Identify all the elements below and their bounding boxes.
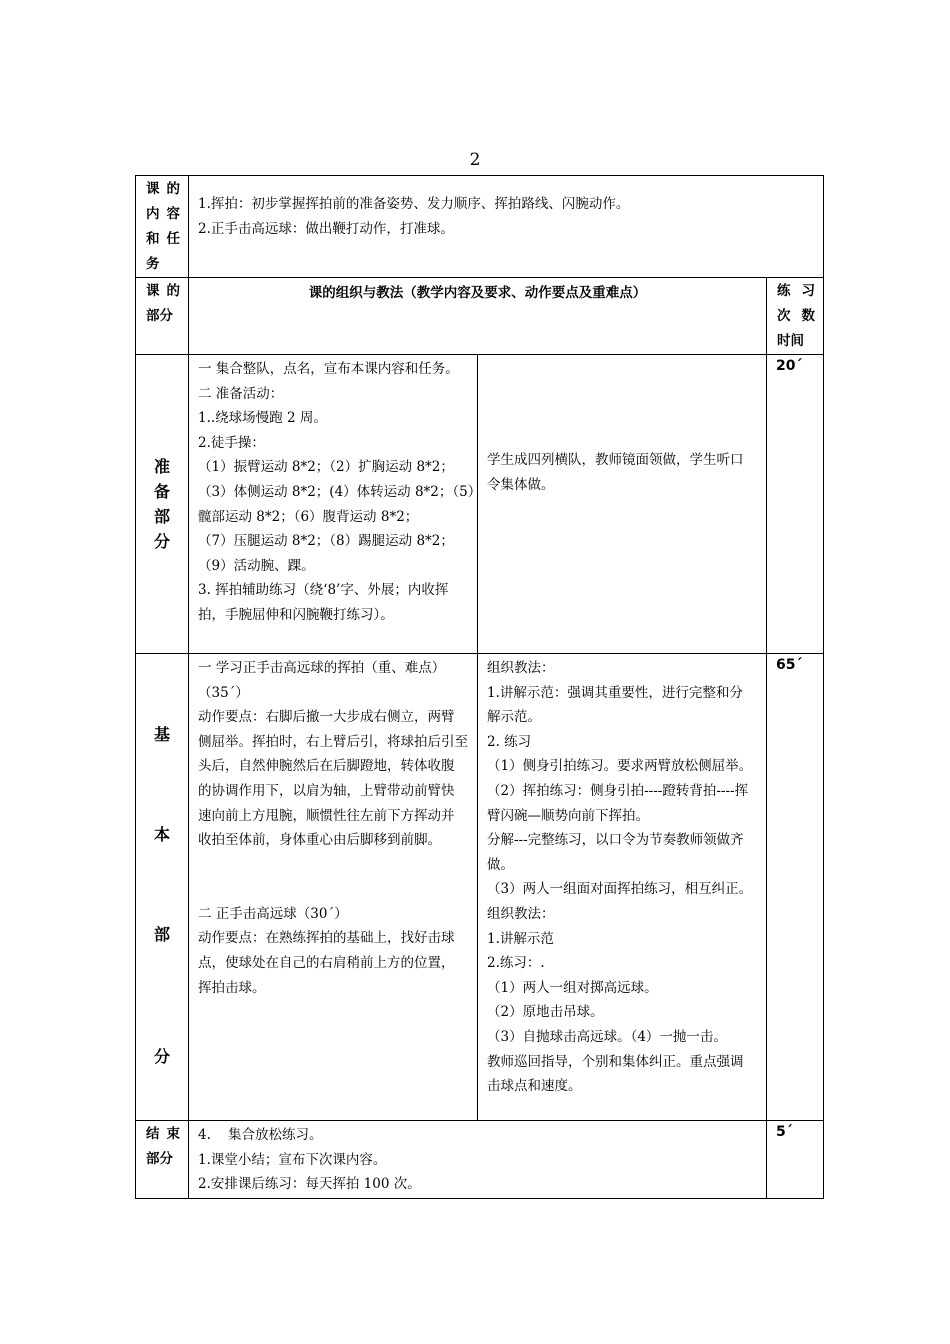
content-line: 1.挥拍：初步掌握挥拍前的准备姿势、发力顺序、挥拍路线、闪腕动作。: [198, 196, 630, 212]
prep-time: 20ˊ: [767, 355, 824, 654]
row-content-tasks: [136, 176, 824, 278]
row-header: [136, 278, 824, 355]
basic-time: 65ˊ: [767, 654, 824, 1121]
org-method-header: 课的组织与教法（教学内容及要求、动作要点及重难点）: [189, 278, 767, 355]
prep-part-name: 准 备 部 分: [136, 355, 189, 654]
time-header-label: 练 习 次 数 时间: [767, 278, 824, 355]
lesson-plan-table: [135, 175, 824, 1199]
ending-time: 5ˊ: [767, 1121, 824, 1199]
prep-content: 一 集合整队，点名，宣布本课内容和任务。 二 准备活动： 1..绕球场慢跑 2 周。 2.徒手操： （1）振臂运动 8*2；（2）扩胸运动 8*2； （3）体侧运动 8*2；(4）体转运动 8*2；（5） 髋部运动 8*2；（6）腹背运动 8*2； （7）压腿运动 8*2；（8）踢腿运动 8*2； （9）活动腕、踝。 3. 挥拍辅助练习（绕‘8’字、外展；内收挥 拍，手腕屈伸和闪腕鞭打练习）。: [189, 355, 478, 654]
page-number: 2: [469, 150, 481, 170]
ending-part-label: 结 束 部分: [136, 1121, 189, 1199]
row-preparation: [136, 355, 824, 654]
content-tasks-text: [189, 176, 824, 278]
basic-method: 组织教法： 1.讲解示范：强调其重要性，进行完整和分 解示范。 2. 练习 （1）侧身引拍练习。要求两臂放松侧屈举。 （2）挥拍练习：侧身引拍----蹬转背拍----挥 臂闪碗—顺势向前下挥拍。 分解---完整练习，以口令为节奏教师领做齐 做。 （3）两人一组面对面挥拍练习，相互纠正。 组织教法： 1.讲解示范 2.练习：. （1）两人一组对掷高远球。 （2）原地击吊球。 （3）自抛球击高远球。（4）一抛一击。 教师巡回指导，个别和集体纠正。重点强调 击球点和速度。: [478, 654, 767, 1121]
content-tasks-label: 课 的 内 容 和 任 务: [136, 176, 189, 278]
basic-part-name: 基 本 部 分: [136, 654, 189, 1121]
row-basic: [136, 654, 824, 1121]
row-ending: [136, 1121, 824, 1199]
basic-content: 一 学习正手击高远球的挥拍（重、难点） （35ˊ） 动作要点：右脚后撤一大步成右侧立，两臂 侧屈举。挥拍时，右上臂后引，将球拍后引至 头后，自然伸腕然后在后脚蹬地，转体收腹 的协调作用下，以肩为轴，上臂带动前臂快 速向前上方甩腕，顺惯性往左前下方挥动并 收拍至体前，身体重心由后脚移到前脚。 二 正手击高远球（30ˊ） 动作要点：在熟练挥拍的基础上，找好击球 点，使球处在自己的右肩稍前上方的位置， 挥拍击球。: [189, 654, 478, 1121]
ending-content: 4. 集合放松练习。 1.课堂小结；宣布下次课内容。 2.安排课后练习：每天挥拍 100 次。: [189, 1121, 767, 1199]
part-header-label: 课 的 部分: [136, 278, 189, 355]
prep-method: 学生成四列横队，教师镜面领做，学生听口 令集体做。: [478, 355, 767, 654]
content-line: 2.正手击高远球：做出鞭打动作，打准球。: [198, 220, 454, 237]
